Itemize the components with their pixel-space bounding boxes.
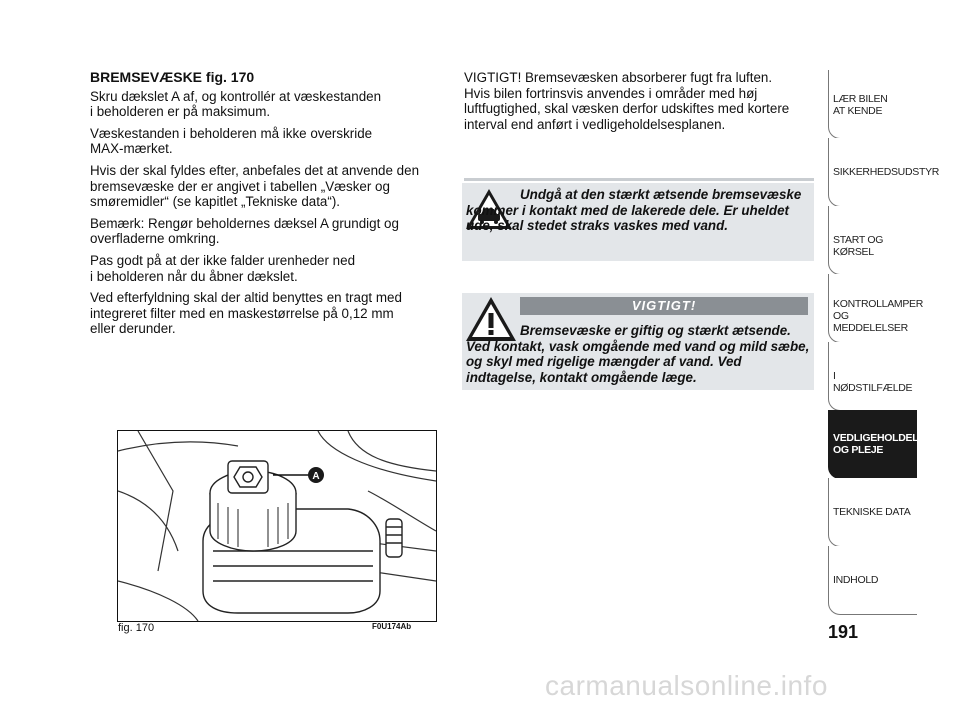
tab-label: I NØDSTILFÆLDE (833, 370, 913, 394)
section-heading: BREMSEVÆSKE fig. 170 (90, 69, 255, 85)
watermark: carmanualsonline.info (545, 670, 828, 701)
tab-sikkerhedsudstyr[interactable] (828, 138, 940, 207)
important-note: VIGTIGT! Bremsevæsken absorberer fugt fra luften. Hvis bilen fortrinsvis anvendes i områder med høj luftfugtighed, skal væsken derfor udskiftes med kortere interval end anført i vedligeholdelsesplanen. (464, 70, 790, 132)
tab-label: SIKKERHEDSUDSTYR (833, 166, 940, 178)
tab-indhold[interactable] (828, 546, 917, 615)
warning-text: Bremsevæske er giftig og stærkt ætsende. Ved kontakt, vask omgående med vand og mild sæbe, og skyl med rigelige mængder af vand. Ved indtagelse, kontakt omgående læge. (466, 323, 810, 385)
paragraph: Pas godt på at der ikke falder urenheder ned i beholderen når du åbner dækslet. (90, 252, 356, 284)
paragraph: Væskestanden i beholderen må ikke overskride MAX-mærket. (90, 125, 373, 157)
tab-label: KONTROLLAMPER OG MEDDELELSER (833, 298, 924, 334)
tab-tekniske-data[interactable] (828, 478, 917, 547)
figure-code: F0U174Ab (372, 622, 412, 631)
figure-caption: fig. 170 (118, 622, 155, 634)
tab-i-nodstilfaelde[interactable] (828, 342, 917, 411)
tab-lær-bilen-at-kende[interactable] (828, 70, 917, 139)
paragraph: Skru dækslet A af, og kontrollér at væskestanden i beholderen er på maksimum. (90, 88, 382, 120)
tab-start-og-korsel[interactable] (828, 206, 917, 275)
paragraph: Hvis der skal fyldes efter, anbefales det at anvende den bremsevæske der er angivet i tabellen „Væsker og smøremidler“ (se kapitlet „Tekniske data“). (90, 162, 420, 210)
warning-label: VIGTIGT! (520, 297, 808, 315)
tab-label: VEDLIGEHOLDELSE OG PLEJE (833, 432, 932, 456)
caution-box (462, 183, 814, 261)
tab-kontrollamper[interactable] (828, 274, 924, 343)
left-text-column (90, 70, 435, 343)
tab-vedligeholdelse-og-pleje[interactable] (828, 410, 932, 479)
page-number: 191 (828, 622, 859, 642)
paragraph: Ved efterfyldning skal der altid benyttes en tragt med integreret filter med en maskestørrelse på 0,12 mm eller derunder. (90, 290, 402, 337)
figure-brake-fluid-reservoir (117, 430, 437, 622)
caution-text: Undgå at den stærkt ætsende bremsevæske kommer i kontakt med de lakerede dele. Er uheldet ude, skal stedet straks vaskes med vand. (466, 187, 802, 234)
callout-a-label: A (312, 471, 320, 482)
paragraph: Bemærk: Rengør beholdernes dæksel A grundigt og overfladerne omkring. (90, 215, 399, 247)
warning-box (462, 293, 814, 390)
tab-label: START OG KØRSEL (833, 234, 884, 258)
tab-label: INDHOLD (833, 574, 879, 586)
tab-label: TEKNISKE DATA (833, 506, 911, 518)
tab-label: LÆR BILEN AT KENDE (833, 93, 888, 117)
reservoir-illustration (118, 431, 436, 621)
divider (464, 178, 814, 181)
